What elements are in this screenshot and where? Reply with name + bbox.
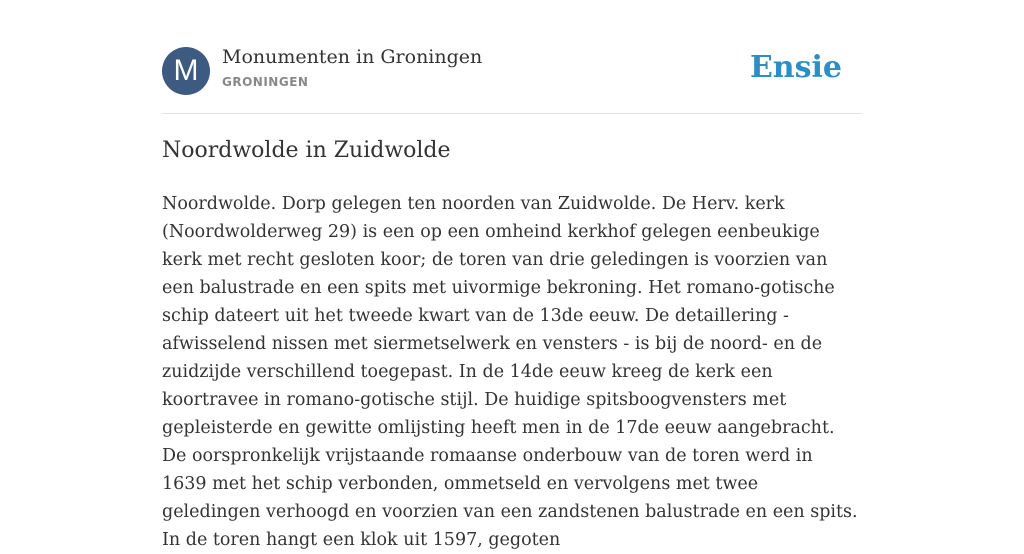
- article-title: Noordwolde in Zuidwolde: [162, 138, 451, 163]
- site-title[interactable]: Monumenten in Groningen: [222, 46, 483, 68]
- site-subtitle[interactable]: GRONINGEN: [222, 75, 309, 89]
- header-divider: [162, 113, 862, 114]
- header: [162, 46, 862, 96]
- article-body: Noordwolde. Dorp gelegen ten noorden van Zuidwolde. De Herv. kerk (Noordwolderweg 29) is een op een omheind kerkhof gelegen eenbeukige kerk met recht gesloten koor; de toren van drie geledingen is voorzien van een balustrade en een spits met uivormige bekroning. Het romano-gotische schip dateert uit het tweede kwart van de 13de eeuw. De detaillering - afwisselend nissen met siermetselwerk en vensters - is bij de noord- en de zuidzijde verschillend toegepast. In de 14de eeuw kreeg de kerk een koortravee in romano-gotische stijl. De huidige spitsboogvensters met gepleisterde en gewitte omlijsting heeft men in de 17de eeuw aangebracht. De oorspronkelijk vrijstaande romaanse onderbouw van de toren werd in 1639 met het schip verbonden, ommetseld en vervolgens met twee geledingen verhoogd en voorzien van een zandstenen balustrade en een spits. In de toren hangt een klok uit 1597, gegoten: [162, 194, 858, 550]
- brand-logo[interactable]: Ensie: [749, 50, 842, 85]
- avatar[interactable]: M: [162, 47, 210, 95]
